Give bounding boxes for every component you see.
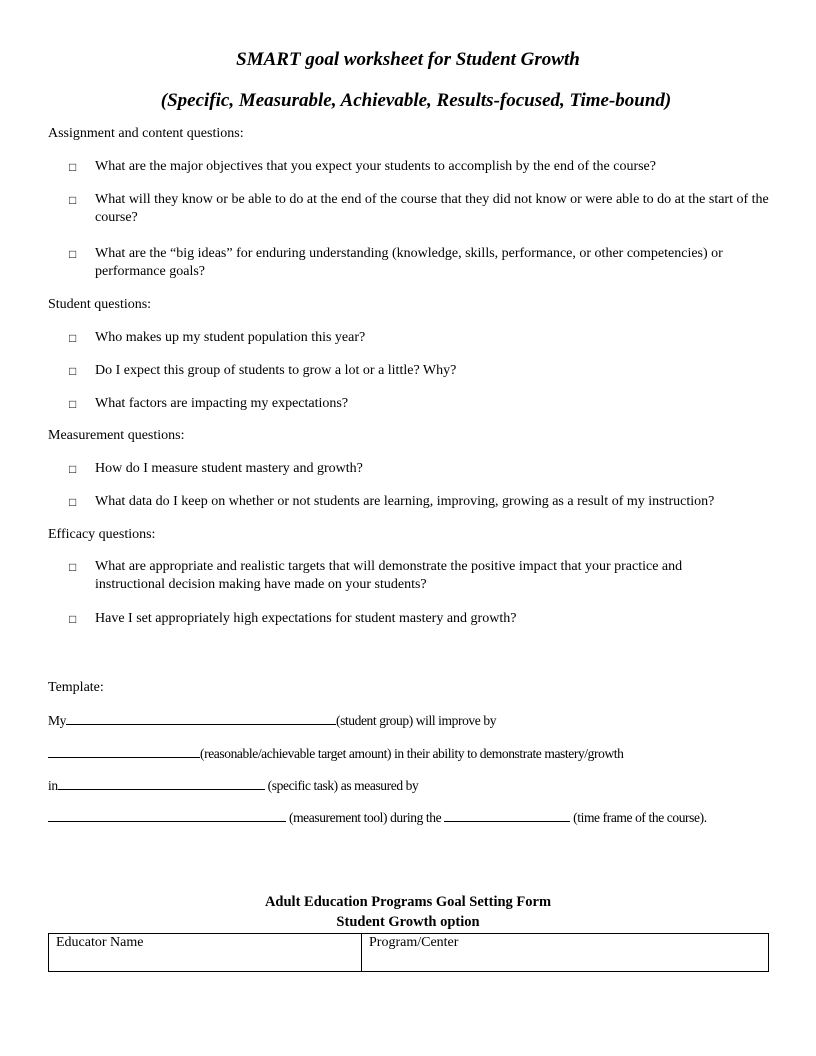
list-item: What are the major objectives that you expect your students to accomplish by the end of the course? [95, 159, 656, 174]
checkbox-icon: □ [69, 495, 77, 509]
checkbox-icon: □ [69, 397, 77, 411]
specific-task-blank[interactable] [58, 777, 265, 790]
template-line-4 [48, 809, 707, 827]
checkbox-icon: □ [69, 612, 77, 626]
list-item: What are the “big ideas” for enduring understanding (knowledge, skills, performance, or other competencies) or performance goals? [95, 246, 723, 279]
checkbox-icon: □ [69, 160, 77, 174]
goal-setting-form-table [48, 933, 769, 972]
template-text: (measurement tool) during the [286, 810, 445, 825]
form-subtitle: Student Growth option [336, 914, 480, 930]
template-label: Template: [48, 680, 104, 695]
program-center-label: Program/Center [369, 935, 459, 950]
list-item: What factors are impacting my expectations? [95, 396, 349, 411]
template-text: (specific task) as measured by [264, 778, 419, 793]
list-item: Do I expect this group of students to grow a lot or a little? Why? [95, 363, 457, 378]
template-line-1 [48, 712, 496, 730]
checkbox-icon: □ [69, 364, 77, 378]
time-frame-blank[interactable] [444, 809, 570, 822]
template-line-2 [48, 745, 624, 763]
template-text: (time frame of the course). [570, 810, 707, 825]
list-item: What are appropriate and realistic targets that will demonstrate the positive impact that your practice and instructional decision making have made on your students? [95, 559, 683, 592]
template-text: (student group) will improve by [335, 713, 497, 728]
checkbox-icon: □ [69, 331, 77, 345]
measurement-tool-blank[interactable] [48, 809, 286, 822]
section-heading-efficacy: Efficacy questions: [48, 527, 156, 542]
target-amount-blank[interactable] [48, 745, 200, 758]
checkbox-icon: □ [69, 193, 77, 207]
educator-name-field[interactable] [49, 934, 362, 972]
list-item: How do I measure student mastery and growth? [95, 461, 363, 476]
template-text: (reasonable/achievable target amount) in their ability to demonstrate mastery/growth [200, 746, 624, 761]
program-center-field[interactable] [362, 934, 769, 972]
checkbox-icon: □ [69, 560, 77, 574]
educator-name-label: Educator Name [56, 935, 144, 950]
section-heading-measurement: Measurement questions: [48, 428, 185, 443]
worksheet-title: SMART goal worksheet for Student Growth [236, 49, 580, 70]
section-heading-assignment: Assignment and content questions: [48, 126, 244, 141]
worksheet-subtitle: (Specific, Measurable, Achievable, Results-focused, Time-bound) [160, 90, 672, 111]
list-item: Have I set appropriately high expectations for student mastery and growth? [95, 611, 517, 626]
form-title: Adult Education Programs Goal Setting Form [264, 894, 552, 910]
student-group-blank[interactable] [66, 712, 336, 725]
checkbox-icon: □ [69, 247, 77, 261]
list-item: Who makes up my student population this year? [95, 330, 366, 345]
section-heading-student: Student questions: [48, 297, 152, 312]
template-text: My [48, 713, 66, 728]
list-item: What will they know or be able to do at the end of the course that they did not know or were able to do at the start of the course? [95, 192, 769, 225]
template-text: in [48, 778, 58, 793]
checkbox-icon: □ [69, 462, 77, 476]
list-item: What data do I keep on whether or not students are learning, improving, growing as a result of my instruction? [95, 494, 715, 509]
template-line-3 [48, 777, 418, 795]
